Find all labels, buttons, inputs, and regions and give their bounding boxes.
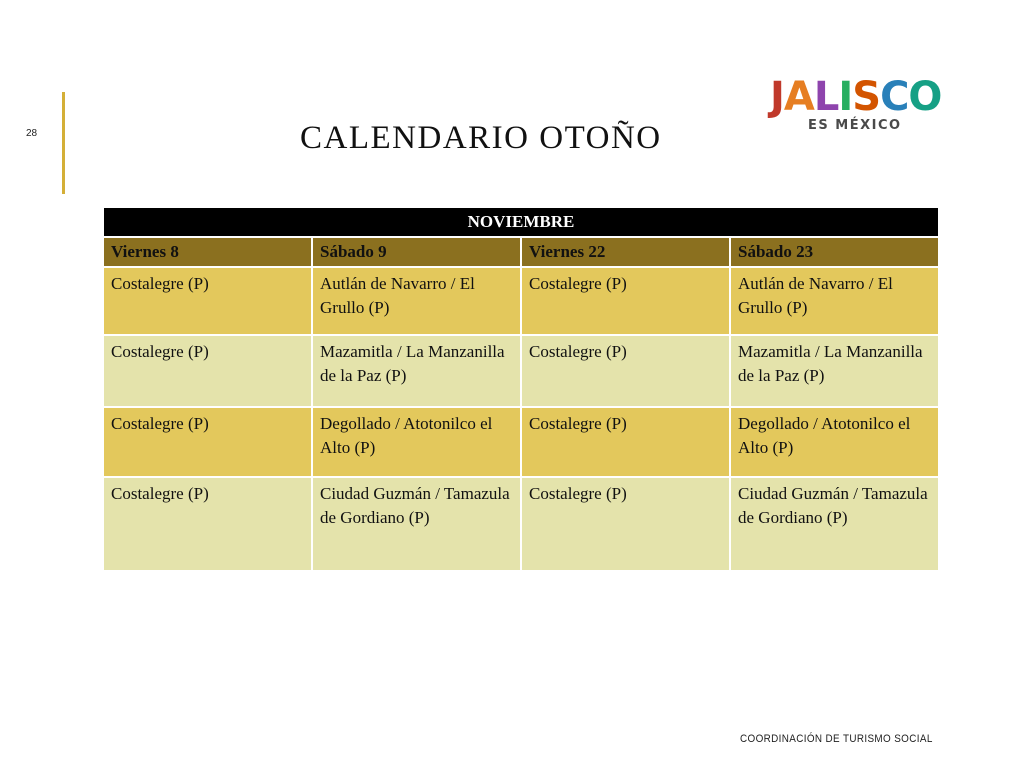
table-row <box>103 407 939 477</box>
table-cell: Costalegre (P) <box>103 267 312 335</box>
table-cell: Costalegre (P) <box>521 407 730 477</box>
logo-letter: S <box>852 74 881 120</box>
month-header: NOVIEMBRE <box>103 207 939 237</box>
logo-subtitle: ES MÉXICO <box>808 118 902 133</box>
table-cell: Costalegre (P) <box>103 335 312 407</box>
table-cell: Degollado / Atotonilco el Alto (P) <box>312 407 521 477</box>
logo-letter: L <box>813 74 839 120</box>
logo-letter: A <box>783 74 814 120</box>
table-cell: Costalegre (P) <box>521 335 730 407</box>
table-cell: Mazamitla / La Manzanilla de la Paz (P) <box>730 335 939 407</box>
day-header: Viernes 8 <box>103 237 312 267</box>
logo-letter: O <box>908 74 942 120</box>
table-cell: Ciudad Guzmán / Tamazula de Gordiano (P) <box>730 477 939 571</box>
footer-text: COORDINACIÓN DE TURISMO SOCIAL <box>740 733 933 745</box>
slide-title: CALENDARIO OTOÑO <box>300 120 662 156</box>
table-cell: Ciudad Guzmán / Tamazula de Gordiano (P) <box>312 477 521 571</box>
table-row <box>103 335 939 407</box>
table-row <box>103 477 939 571</box>
logo-letter: J <box>770 74 784 120</box>
logo-wordmark <box>770 76 945 118</box>
slide-number: 28 <box>26 128 38 139</box>
table-cell: Costalegre (P) <box>521 267 730 335</box>
logo-letter: C <box>880 74 909 120</box>
day-header: Sábado 9 <box>312 237 521 267</box>
logo-letter: I <box>838 74 853 120</box>
schedule-table <box>102 206 940 572</box>
table-cell: Costalegre (P) <box>521 477 730 571</box>
table-cell: Costalegre (P) <box>103 477 312 571</box>
table-row <box>103 267 939 335</box>
day-header: Viernes 22 <box>521 237 730 267</box>
day-header-row <box>103 237 939 267</box>
table-cell: Autlán de Navarro / El Grullo (P) <box>312 267 521 335</box>
day-header: Sábado 23 <box>730 237 939 267</box>
table-cell: Mazamitla / La Manzanilla de la Paz (P) <box>312 335 521 407</box>
table-cell: Autlán de Navarro / El Grullo (P) <box>730 267 939 335</box>
table-cell: Costalegre (P) <box>103 407 312 477</box>
accent-bar <box>62 92 65 194</box>
jalisco-logo <box>770 76 945 138</box>
month-header-row <box>103 207 939 237</box>
table-cell: Degollado / Atotonilco el Alto (P) <box>730 407 939 477</box>
